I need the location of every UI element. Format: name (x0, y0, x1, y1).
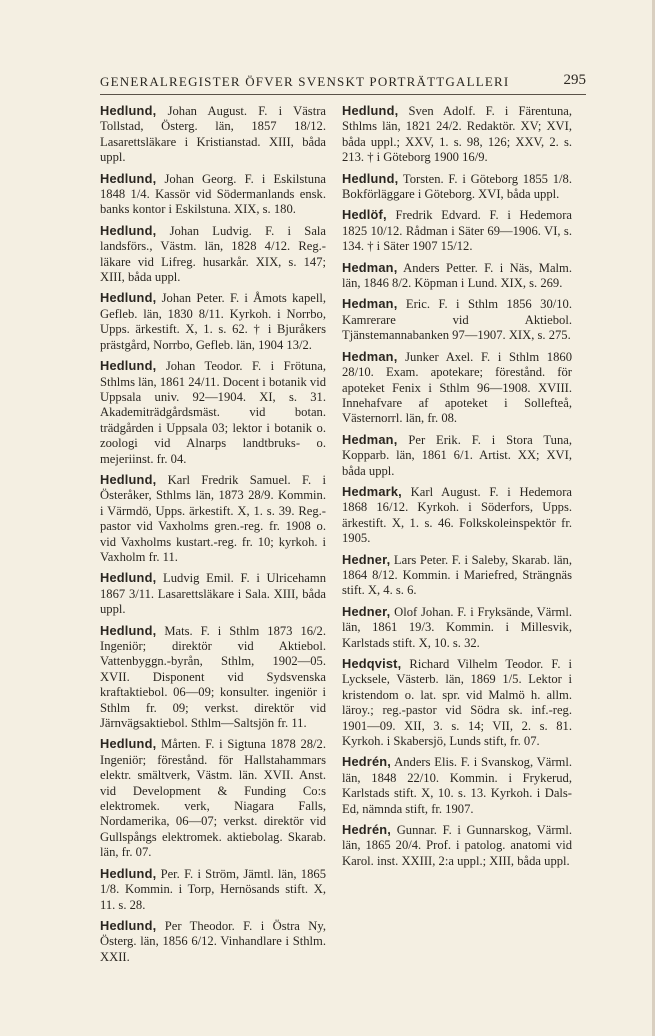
entry-surname: Hedlund, (342, 170, 399, 186)
entry-text: Johan Georg. F. i Eskilstuna 1848 1/4. Kassör vid Södermanlands ensk. banks kontor i Eskilstuna. XIX, s. 180. (100, 171, 326, 217)
entry-text: Johan Teodor. F. i Frötuna, Sthlms län, 1861 24/11. Docent i botanik vid Uppsala univ. 92—1904. XI, s. 31. Akademiträdgårdsmäst. vid botan. trädgården i Uppsala 03; lektor i botanik o. zoologi vid Alnarps landtbruks- o. mejeriinst. fr. 04. (100, 359, 326, 466)
register-entry (342, 296, 572, 343)
entry-text: Johan Ludvig. F. i Sala landsförs., Västm. län, 1828 4/12. Reg.-läkare vid Lifreg. husarkår. XIX, s. 147; XIII, båda uppl. (100, 223, 326, 285)
register-entry (342, 822, 572, 869)
register-entry (342, 656, 572, 749)
register-entry (100, 358, 326, 467)
entry-text: Fredrik Edvard. F. i Hedemora 1825 10/12. Rådman i Säter 69—1906. VI, s. 134. † i Säter 1907 15/12. (342, 208, 572, 254)
entry-text: Ludvig Emil. F. i Ulricehamn 1867 3/11. Lasarettsläkare i Sala. XIII, båda uppl. (100, 571, 326, 617)
register-entry (100, 866, 326, 913)
entry-text: Junker Axel. F. i Sthlm 1860 28/10. Exam. apotekare; förestånd. för apoteket Fenix i Sthlm 96—1908. XVIII. Innehafvare af apoteket i Sollefteå, Västernorrl. län, fr. 08. (342, 349, 572, 426)
entry-text: Johan Peter. F. i Åmots kapell, Gefleb. län, 1830 8/11. Kyrkoh. i Norrbo, Upps. ärkestift. X, 1. s. 62. † i Bjuråkers prästgård, Norrbo, Gefleb. län, 1904 13/2. (100, 291, 326, 352)
entry-text: Per. F. i Ström, Jämtl. län, 1865 1/8. Kommin. i Torp, Hernösands stift. X, 11. s. 28. (100, 866, 326, 912)
register-entry (342, 207, 572, 254)
entry-text: Johan August. F. i Västra Tollstad, Österg. län, 1857 18/12. Lasarettsläkare i Kristianstad. XIII, båda uppl. (100, 104, 326, 165)
entry-surname: Hedqvist, (342, 656, 402, 671)
page-number: 295 (563, 72, 586, 88)
entry-surname: Hedman, (342, 296, 398, 312)
entry-surname: Hedlund, (100, 103, 157, 118)
register-entry (342, 432, 572, 479)
entry-surname: Hedlund, (100, 865, 157, 881)
header-rule (100, 94, 586, 95)
right-column (342, 103, 572, 874)
entry-surname: Hedlund, (100, 222, 157, 238)
entry-text: Anders Elis. F. i Svanskog, Värml. län, 1848 22/10. Kommin. i Frykerud, Karlstads stift. X, 10. s. 13. Kyrkoh. i Dals-Ed, nämnda stift, fr. 1907. (342, 755, 572, 816)
entry-text: Mats. F. i Sthlm 1873 16/2. Ingeniör; direktör vid Aktiebol. Vattenbyggn.-byrån, Sthlm, 1902—05. XVII. Disponent vid Sydsvenska kraftaktiebol. 06—09; konsulter. ingeniör i Sthlm fr. 09; verkst. direktör vid Järnvägsaktiebol. Sthlm—Saltsjön fr. 11. (100, 623, 326, 731)
entry-text: Per Erik. F. i Stora Tuna, Kopparb. län, 1861 6/1. Artist. XX; XVI, båda uppl. (342, 432, 572, 478)
entry-surname: Hedlund, (100, 736, 157, 752)
entry-surname: Hedlund, (100, 358, 157, 374)
register-entry (342, 260, 572, 292)
entry-surname: Hedlund, (100, 170, 157, 186)
register-entry (342, 484, 572, 547)
entry-text: Karl August. F. i Hedemora 1868 16/12. Kyrkoh. i Söderfors, Upps. ärkestift. X, 1. s. 46. Folkskoleinspektör fr. 1905. (342, 484, 572, 546)
register-entry (342, 604, 572, 651)
register-entry (100, 623, 326, 732)
entry-surname: Hedlund, (100, 917, 157, 933)
entry-surname: Hedlund, (342, 103, 399, 118)
register-entry (342, 754, 572, 817)
entry-surname: Hedlund, (100, 570, 157, 586)
entry-surname: Hedlund, (100, 471, 157, 487)
entry-surname: Hedmark, (342, 483, 402, 499)
register-entry (100, 171, 326, 218)
entry-surname: Hedlund, (100, 290, 157, 306)
register-entry (100, 103, 326, 166)
running-title: GENERALREGISTER ÖFVER SVENSKT PORTRÄTTGALLERI (100, 74, 510, 89)
entry-text: Mårten. F. i Sigtuna 1878 28/2. Ingeniör; förestånd. för Hallstahammars elektr. smältverk, Västm. län. XVII. Anst. vid Development & Funding Co:s elektromek. verk, Niagara Falls, Nordamerika, 06—07; verkst. direktör vid Gullspångs elektromek. aktiebolag. Skarab. län, fr. 07. (100, 737, 326, 860)
entry-text: Richard Vilhelm Teodor. F. i Lycksele, Västerb. län, 1869 1/5. Lektor i kristendom o. lat. spr. vid Malmö h. allm. läroy.; reg.-pastor vid Södra sk. inf.-reg. 1901—09. XII, 3. s. 14; VII, 2. s. 81. Kyrkoh. i Skabersjö, Lunds stift, fr. 07. (342, 657, 572, 749)
register-entry (100, 570, 326, 617)
entry-text: Eric. F. i Sthlm 1856 30/10. Kamrerare vid Aktiebol. Tjänstemannabanken 97—1907. XIX, s. 275. (342, 297, 572, 343)
entry-text: Per Theodor. F. i Östra Ny, Österg. län, 1856 6/12. Vinhandlare i Sthlm. XXII. (100, 918, 326, 964)
entry-surname: Hedman, (342, 348, 398, 364)
entry-surname: Hedner, (342, 551, 391, 567)
entry-text: Sven Adolf. F. i Färentuna, Sthlms län, 1821 24/2. Redaktör. XV; XVI, båda uppl.; XXV, 1. s. 98, 126; XXV, 2. s. 213. † i Göteborg 1900 16/9. (342, 104, 572, 165)
entry-text: Torsten. F. i Göteborg 1855 1/8. Bokförläggare i Göteborg. XVI, båda uppl. (342, 171, 572, 202)
entry-text: Gunnar. F. i Gunnarskog, Värml. län, 1865 20/4. Prof. i patolog. anatomi vid Karol. inst. XXIII, 2:a uppl.; XIII, båda uppl. (342, 823, 572, 868)
entry-surname: Hedlund, (100, 622, 157, 638)
entry-surname: Hedrén, (342, 754, 392, 770)
register-entry (100, 736, 326, 860)
register-entry (100, 223, 326, 286)
entry-surname: Hedman, (342, 259, 398, 275)
left-column (100, 103, 326, 970)
register-entry (342, 552, 572, 599)
entry-surname: Hedner, (342, 603, 391, 619)
entry-surname: Hedlöf, (342, 207, 387, 223)
register-entry (100, 290, 326, 353)
entry-surname: Hedman, (342, 431, 398, 447)
entry-text: Lars Peter. F. i Saleby, Skarab. län, 1864 8/12. Kommin. i Mariefred, Strängnäs stift. X, 4. s. 6. (342, 552, 572, 598)
entry-text: Olof Johan. F. i Fryksände, Värml. län, 1861 19/3. Kommin. i Millesvik, Karlstads stift. X, 10. s. 32. (342, 604, 572, 650)
entry-text: Karl Fredrik Samuel. F. i Österåker, Sthlms län, 1873 28/9. Kommin. i Värmdö, Upps. ärkestift. X, 1. s. 39. Reg.-pastor vid Vaxholms gren.-reg. fr. 1908 o. vid Vaxholms kustart.-reg. fr. 10; kyrkoh. i Vaxholm fr. 11. (100, 472, 326, 564)
register-entry (342, 171, 572, 203)
register-entry (342, 103, 572, 166)
register-entry (100, 472, 326, 565)
entry-surname: Hedrén, (342, 822, 392, 838)
entry-text: Anders Petter. F. i Näs, Malm. län, 1846 8/2. Köpman i Lund. XIX, s. 269. (342, 260, 572, 291)
register-entry (342, 349, 572, 427)
register-entry (100, 918, 326, 965)
